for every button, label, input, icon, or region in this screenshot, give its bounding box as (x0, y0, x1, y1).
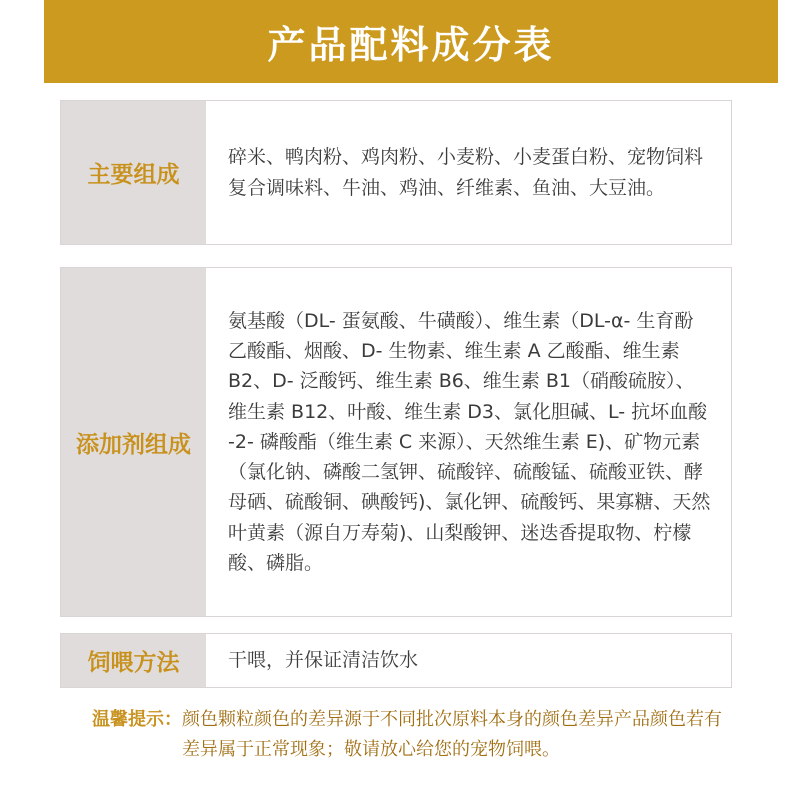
additives-content-cell (206, 268, 731, 616)
page-title: 产品配料成分表 (267, 23, 555, 67)
feeding-method-label: 饲喂方法 (87, 650, 180, 676)
warm-tip-text: 颜色颗粒颜色的差异源于不同批次原料本身的颜色差异产品颜色若有差异属于正常现象；敬请放心给您的宠物饲喂。 (182, 709, 722, 760)
feeding-method-text: 干喂，并保证清洁饮水 (228, 649, 419, 671)
additives-text: 氨基酸（DL- 蛋氨酸、牛磺酸）、维生素（DL-α- 生育酚乙酸酯、烟酸、D- 生物素、维生素 A 乙酸酯、维生素 B2、D- 泛酸钙、维生素 B6、维生素 B1（硝酸硫胺）、维生素 B12、叶酸、维生素 D3、氯化胆碱、L- 抗坏血酸 -2- 磷酸酯（维生素 C 来源）、天然维生素 E)、矿物元素（氯化钠、磷酸二氢钾、硫酸锌、硫酸锰、硫酸亚铁、酵母硒、硫酸铜、碘酸钙)、氯化钾、硫酸钙、果寡糖、天然叶黄素（源自万寿菊)、山梨酸钾、迷迭香提取物、柠檬酸、磷脂。 (228, 310, 711, 574)
warm-tip-label: 温馨提示： (92, 709, 182, 730)
feeding-method-row (60, 633, 732, 688)
feeding-method-label-cell (61, 634, 206, 687)
additives-row (60, 267, 732, 617)
main-ingredients-label-cell (61, 101, 206, 244)
additives-label-cell (61, 268, 206, 616)
title-banner (44, 0, 778, 83)
main-ingredients-label: 主要组成 (87, 162, 180, 188)
main-ingredients-content-cell (206, 101, 731, 244)
feeding-method-content-cell (206, 634, 731, 687)
main-ingredients-row (60, 100, 732, 245)
main-ingredients-text: 碎米、鸭肉粉、鸡肉粉、小麦粉、小麦蛋白粉、宠物饲料复合调味料、牛油、鸡油、纤维素、鱼油、大豆油。 (228, 145, 704, 199)
warm-tip (92, 705, 732, 765)
additives-label: 添加剂组成 (76, 431, 191, 458)
